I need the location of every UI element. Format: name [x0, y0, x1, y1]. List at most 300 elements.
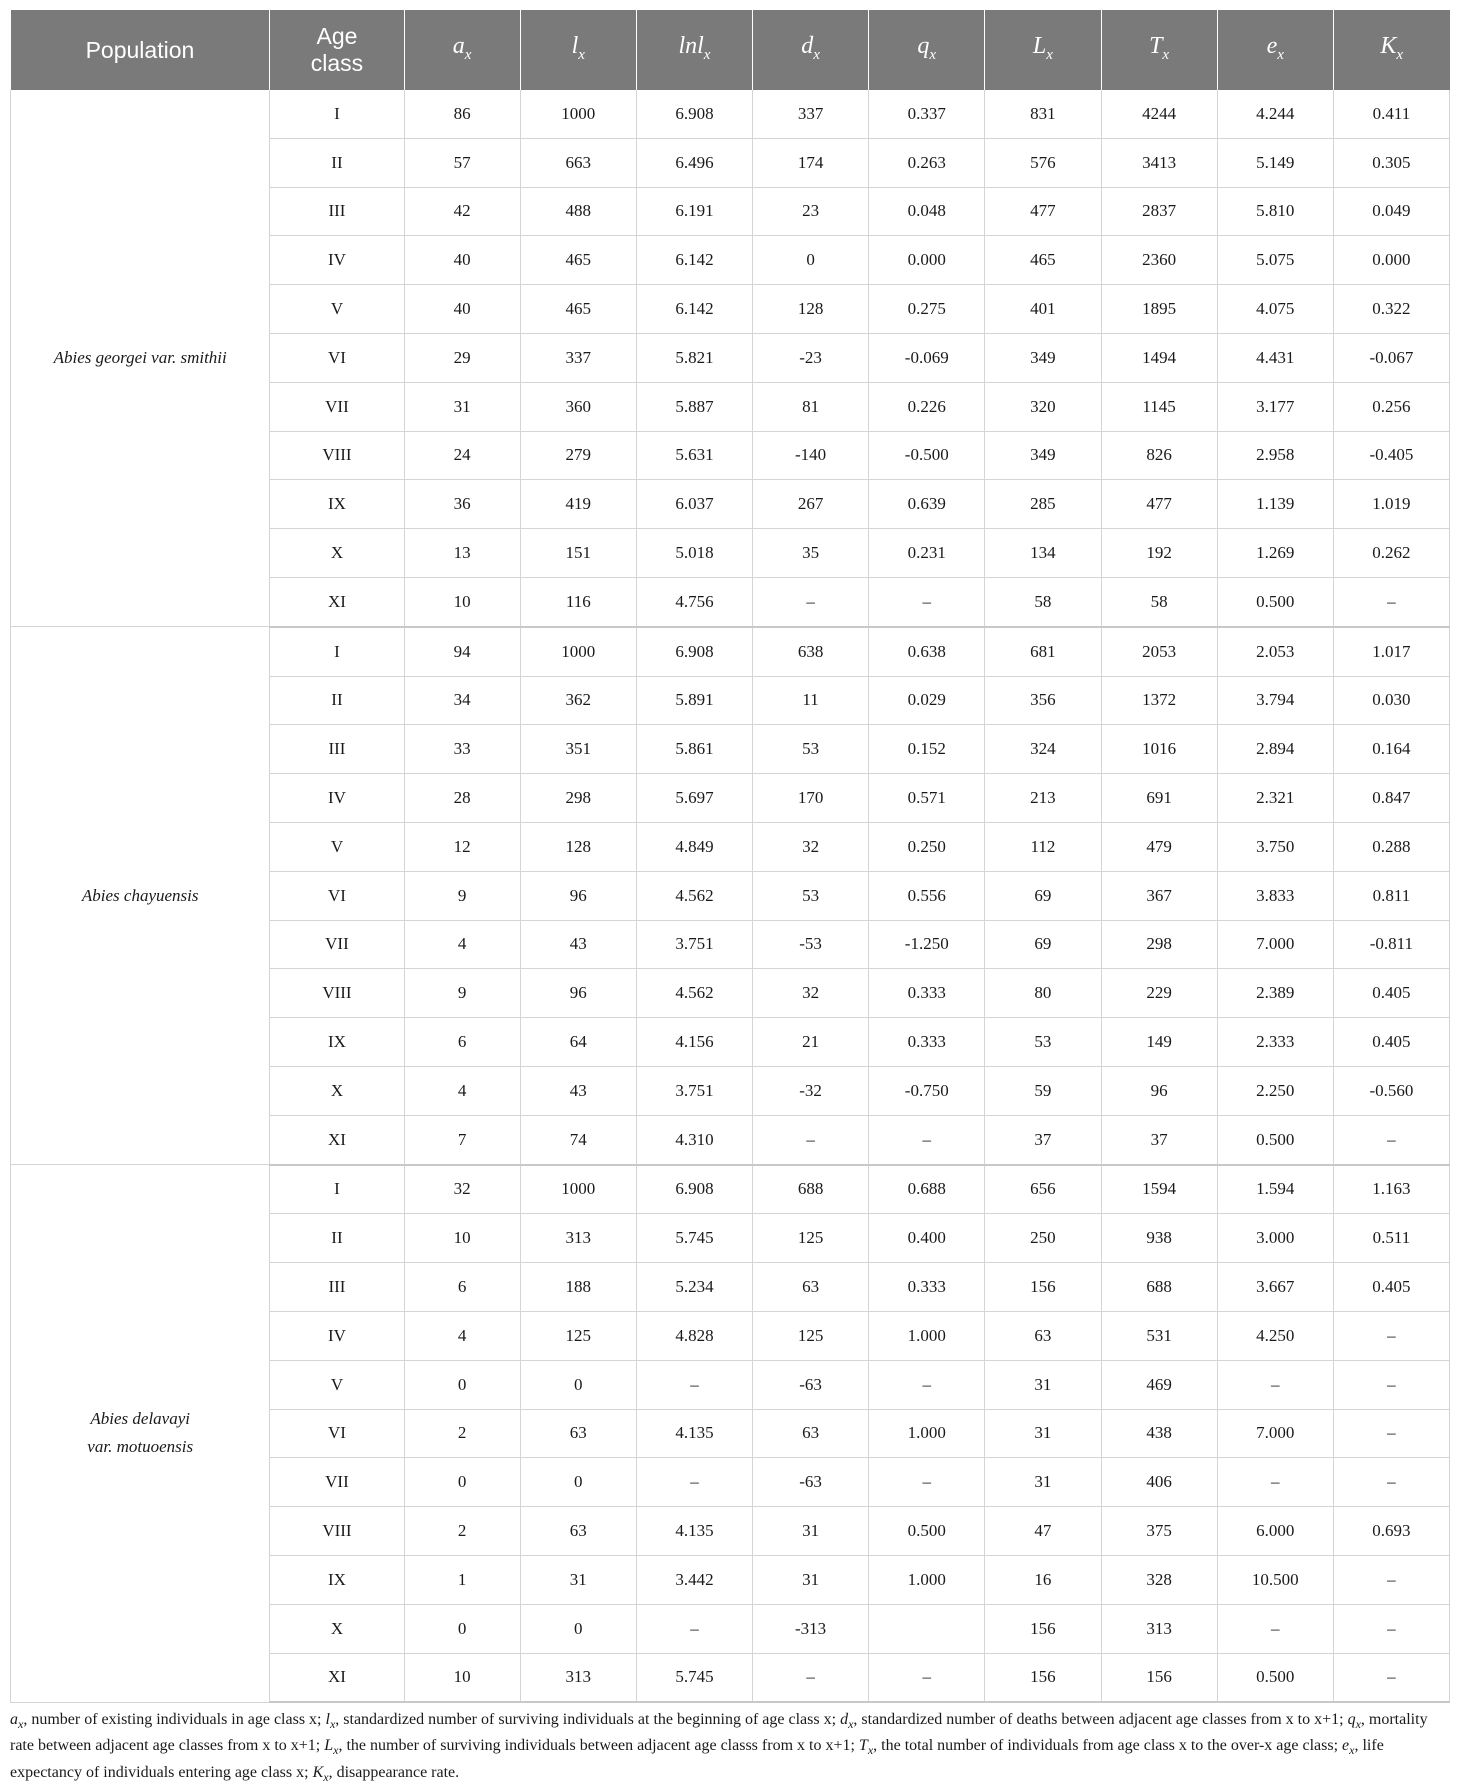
table-cell: – [1333, 1653, 1449, 1702]
table-cell: 47 [985, 1507, 1101, 1556]
table-cell: 80 [985, 969, 1101, 1018]
table-cell: 3.442 [636, 1555, 752, 1604]
age-class-cell: XI [270, 1653, 404, 1702]
table-cell: 4.156 [636, 1018, 752, 1067]
table-cell: 0.000 [1333, 236, 1449, 285]
population-name-line: Abies georgei var. smithii [53, 348, 227, 368]
table-cell: 4.562 [636, 969, 752, 1018]
table-row [11, 90, 1450, 138]
table-cell: 32 [753, 969, 869, 1018]
table-cell: 0.226 [869, 382, 985, 431]
table-cell: 298 [520, 774, 636, 823]
table-cell: – [636, 1604, 752, 1653]
table-cell: 1.163 [1333, 1165, 1449, 1214]
population-name-line: Abies delavayi [90, 1409, 190, 1429]
table-cell: 0.811 [1333, 871, 1449, 920]
table-cell: 4.562 [636, 871, 752, 920]
table-cell: 16 [985, 1555, 1101, 1604]
table-cell: 688 [753, 1165, 869, 1214]
table-cell: 2.250 [1217, 1066, 1333, 1115]
table-cell: 5.821 [636, 333, 752, 382]
table-cell: 43 [520, 920, 636, 969]
table-cell: 0.571 [869, 774, 985, 823]
table-cell: 0.029 [869, 676, 985, 725]
age-class-cell: VI [270, 333, 404, 382]
table-cell: 4.250 [1217, 1311, 1333, 1360]
age-class-cell: XI [270, 1115, 404, 1164]
table-cell: – [753, 1653, 869, 1702]
table-cell: 479 [1101, 822, 1217, 871]
table-cell: -0.500 [869, 431, 985, 480]
table-cell: 0.256 [1333, 382, 1449, 431]
table-cell: 2 [404, 1507, 520, 1556]
table-cell: 1.000 [869, 1555, 985, 1604]
table-cell: 151 [520, 529, 636, 578]
age-class-cell: IV [270, 774, 404, 823]
table-cell: 53 [753, 725, 869, 774]
table-cell: 5.018 [636, 529, 752, 578]
col-header-dx: $d_x$ [753, 10, 869, 90]
table-cell: – [869, 1653, 985, 1702]
table-cell: 0.405 [1333, 1263, 1449, 1312]
table-cell: 4.756 [636, 577, 752, 626]
table-cell: 4.310 [636, 1115, 752, 1164]
table-cell: 320 [985, 382, 1101, 431]
table-cell: 0 [404, 1360, 520, 1409]
table-cell: 32 [753, 822, 869, 871]
footnote-symbol: $K_x$ [312, 1763, 329, 1784]
table-cell: 2053 [1101, 627, 1217, 676]
table-cell: 5.887 [636, 382, 752, 431]
table-cell: 13 [404, 529, 520, 578]
table-cell: 6.496 [636, 138, 752, 187]
population-name [11, 627, 270, 1165]
col-header-age-class: Age class [270, 10, 404, 90]
table-cell: 1016 [1101, 725, 1217, 774]
age-class-cell: II [270, 676, 404, 725]
table-cell: 4.135 [636, 1507, 752, 1556]
table-cell: 6.908 [636, 90, 752, 138]
age-class-cell: X [270, 529, 404, 578]
table-cell: 0.333 [869, 1018, 985, 1067]
table-cell: 2.333 [1217, 1018, 1333, 1067]
age-class-cell: VII [270, 1458, 404, 1507]
table-cell: 33 [404, 725, 520, 774]
table-cell: – [1333, 1555, 1449, 1604]
table-cell: 1.139 [1217, 480, 1333, 529]
age-class-cell: V [270, 822, 404, 871]
table-cell: 192 [1101, 529, 1217, 578]
table-cell: -32 [753, 1066, 869, 1115]
table-cell: 0.400 [869, 1214, 985, 1263]
table-cell: 1372 [1101, 676, 1217, 725]
table-cell: 2.894 [1217, 725, 1333, 774]
table-cell: 213 [985, 774, 1101, 823]
table-cell: 5.149 [1217, 138, 1333, 187]
table-cell: 2.389 [1217, 969, 1333, 1018]
table-cell: 0 [404, 1604, 520, 1653]
age-class-cell: X [270, 1604, 404, 1653]
table-cell: 58 [985, 577, 1101, 626]
table-cell: 0.000 [869, 236, 985, 285]
table-cell: 6.142 [636, 285, 752, 334]
table-cell: 656 [985, 1165, 1101, 1214]
age-class-cell: I [270, 90, 404, 138]
table-cell: 23 [753, 187, 869, 236]
table-cell: 638 [753, 627, 869, 676]
age-class-cell: VII [270, 920, 404, 969]
table-cell: 0.688 [869, 1165, 985, 1214]
table-cell: 1000 [520, 1165, 636, 1214]
table-cell: 5.234 [636, 1263, 752, 1312]
age-class-cell: I [270, 1165, 404, 1214]
table-cell: -140 [753, 431, 869, 480]
age-class-cell: VI [270, 1409, 404, 1458]
table-cell: 36 [404, 480, 520, 529]
table-cell: – [1217, 1360, 1333, 1409]
table-cell: 4 [404, 1066, 520, 1115]
table-cell: 156 [985, 1653, 1101, 1702]
table-cell: – [1333, 1604, 1449, 1653]
table-cell: 31 [404, 382, 520, 431]
table-cell: 7.000 [1217, 1409, 1333, 1458]
age-class-cell: III [270, 725, 404, 774]
table-cell: 5.631 [636, 431, 752, 480]
table-cell: 938 [1101, 1214, 1217, 1263]
table-cell: 5.891 [636, 676, 752, 725]
table-cell: 0.262 [1333, 529, 1449, 578]
table-cell: 0.500 [869, 1507, 985, 1556]
table-cell: 69 [985, 871, 1101, 920]
table-cell: 4.828 [636, 1311, 752, 1360]
age-class-cell: X [270, 1066, 404, 1115]
table-cell: – [1333, 577, 1449, 626]
table-cell: 7 [404, 1115, 520, 1164]
table-cell: 362 [520, 676, 636, 725]
table-cell: 0 [404, 1458, 520, 1507]
table-cell: 4244 [1101, 90, 1217, 138]
table-cell: 250 [985, 1214, 1101, 1263]
table-cell: -0.750 [869, 1066, 985, 1115]
table-cell: 4.135 [636, 1409, 752, 1458]
table-cell: 94 [404, 627, 520, 676]
table-cell: – [869, 1458, 985, 1507]
table-cell: 0.275 [869, 285, 985, 334]
table-cell: 58 [1101, 577, 1217, 626]
table-cell: 0.305 [1333, 138, 1449, 187]
table-cell: 6.000 [1217, 1507, 1333, 1556]
table-cell: 37 [1101, 1115, 1217, 1164]
table-cell: 0.500 [1217, 1653, 1333, 1702]
table-cell: 5.861 [636, 725, 752, 774]
table-cell: 337 [520, 333, 636, 382]
table-cell: 0.333 [869, 969, 985, 1018]
table-cell: 5.745 [636, 1214, 752, 1263]
table-cell: 6 [404, 1018, 520, 1067]
footnote-text: , mortality rate between adjacent age classes from x to x+1; [10, 1711, 1428, 1755]
table-cell: 465 [520, 236, 636, 285]
table-body [11, 90, 1450, 1702]
footnote-text: , disappearance rate. [328, 1763, 460, 1781]
population-name [11, 1165, 270, 1703]
table-cell: 40 [404, 285, 520, 334]
table-cell: 267 [753, 480, 869, 529]
age-class-cell: IX [270, 480, 404, 529]
col-header-Kx: $K_x$ [1333, 10, 1449, 90]
table-cell: 477 [985, 187, 1101, 236]
table-cell: 5.745 [636, 1653, 752, 1702]
table-cell: 1.017 [1333, 627, 1449, 676]
table-cell: 531 [1101, 1311, 1217, 1360]
table-cell: 31 [985, 1360, 1101, 1409]
table-cell: 63 [520, 1507, 636, 1556]
table-cell: – [636, 1360, 752, 1409]
age-class-cell: IX [270, 1018, 404, 1067]
table-cell: 96 [520, 871, 636, 920]
table-cell: 0 [753, 236, 869, 285]
table-cell: 1.269 [1217, 529, 1333, 578]
table-cell: 43 [520, 1066, 636, 1115]
table-cell: 681 [985, 627, 1101, 676]
table-cell: 1 [404, 1555, 520, 1604]
table-cell: -63 [753, 1360, 869, 1409]
age-class-cell: XI [270, 577, 404, 626]
table-cell: 0.164 [1333, 725, 1449, 774]
table-cell: 0 [520, 1458, 636, 1507]
table-cell: 134 [985, 529, 1101, 578]
age-class-cell: IV [270, 236, 404, 285]
table-cell: 6.142 [636, 236, 752, 285]
table-cell: 42 [404, 187, 520, 236]
table-row [11, 627, 1450, 676]
table-cell: 0.411 [1333, 90, 1449, 138]
table-cell: 0.250 [869, 822, 985, 871]
footnote-symbol: $d_x$ [840, 1711, 854, 1732]
table-cell: – [869, 577, 985, 626]
life-table [10, 10, 1450, 1703]
table-cell: – [1333, 1311, 1449, 1360]
table-cell: -313 [753, 1604, 869, 1653]
table-cell: 4 [404, 1311, 520, 1360]
footnote-text: , number of existing individuals in age class x; [23, 1711, 326, 1729]
table-cell: 465 [520, 285, 636, 334]
col-header-lx: $l_x$ [520, 10, 636, 90]
table-cell: 406 [1101, 1458, 1217, 1507]
age-class-cell: VIII [270, 969, 404, 1018]
table-cell: 125 [520, 1311, 636, 1360]
table-cell: 2.053 [1217, 627, 1333, 676]
table-cell: 7.000 [1217, 920, 1333, 969]
footnote-text: , standardized number of deaths between adjacent age classes from x to x+1; [853, 1711, 1348, 1729]
table-cell: 112 [985, 822, 1101, 871]
table-cell: 188 [520, 1263, 636, 1312]
table-cell: 156 [985, 1263, 1101, 1312]
table-cell: 1.019 [1333, 480, 1449, 529]
table-cell: 349 [985, 431, 1101, 480]
table-cell: 1.000 [869, 1311, 985, 1360]
col-header-lnlx: lnl$_x$ [636, 10, 752, 90]
table-cell: 438 [1101, 1409, 1217, 1458]
col-header-ex: $e_x$ [1217, 10, 1333, 90]
table-cell: – [1333, 1115, 1449, 1164]
table-cell: 324 [985, 725, 1101, 774]
population-name-line: var. motuoensis [87, 1437, 194, 1457]
table-cell: 356 [985, 676, 1101, 725]
table-cell: 96 [1101, 1066, 1217, 1115]
table-cell: 2.321 [1217, 774, 1333, 823]
table-cell: 63 [753, 1409, 869, 1458]
table-cell: 0.048 [869, 187, 985, 236]
table-cell: – [869, 1115, 985, 1164]
age-class-cell: V [270, 285, 404, 334]
table-cell: 6.191 [636, 187, 752, 236]
table-row [11, 1165, 1450, 1214]
table-cell: 174 [753, 138, 869, 187]
age-class-cell: II [270, 1214, 404, 1263]
table-cell: – [1217, 1604, 1333, 1653]
table-cell: 3.794 [1217, 676, 1333, 725]
footnote-symbol: $q_x$ [1347, 1711, 1361, 1732]
table-cell: 285 [985, 480, 1101, 529]
table-footnote [10, 1709, 1450, 1788]
table-cell: 156 [985, 1604, 1101, 1653]
table-cell: 0.847 [1333, 774, 1449, 823]
table-cell: 81 [753, 382, 869, 431]
table-cell: 465 [985, 236, 1101, 285]
table-cell: 298 [1101, 920, 1217, 969]
table-cell: 9 [404, 969, 520, 1018]
table-cell: 0.638 [869, 627, 985, 676]
table-cell: -0.067 [1333, 333, 1449, 382]
table-cell: 0.556 [869, 871, 985, 920]
table-cell: 6.908 [636, 1165, 752, 1214]
table-cell: 128 [520, 822, 636, 871]
table-cell: 31 [520, 1555, 636, 1604]
col-header-ax: $a_x$ [404, 10, 520, 90]
table-cell: 0.049 [1333, 187, 1449, 236]
table-cell: 63 [520, 1409, 636, 1458]
life-table-figure [10, 10, 1450, 1788]
table-cell: 0.288 [1333, 822, 1449, 871]
table-cell: 279 [520, 431, 636, 480]
table-cell: 313 [1101, 1604, 1217, 1653]
col-header-qx: $q_x$ [869, 10, 985, 90]
table-cell: 125 [753, 1311, 869, 1360]
table-cell: 826 [1101, 431, 1217, 480]
table-cell: 31 [985, 1458, 1101, 1507]
table-cell: 31 [985, 1409, 1101, 1458]
table-cell: 0.152 [869, 725, 985, 774]
age-class-cell: VI [270, 871, 404, 920]
table-cell: 63 [753, 1263, 869, 1312]
table-cell: -0.811 [1333, 920, 1449, 969]
table-cell: 2837 [1101, 187, 1217, 236]
table-cell: 28 [404, 774, 520, 823]
table-cell: 5.810 [1217, 187, 1333, 236]
table-cell: 469 [1101, 1360, 1217, 1409]
table-cell: -0.405 [1333, 431, 1449, 480]
table-cell: 0.263 [869, 138, 985, 187]
table-cell: 6 [404, 1263, 520, 1312]
table-cell: 1.594 [1217, 1165, 1333, 1214]
population-name [11, 90, 270, 627]
table-cell: 156 [1101, 1653, 1217, 1702]
table-cell: 64 [520, 1018, 636, 1067]
table-cell: 401 [985, 285, 1101, 334]
table-cell: 4 [404, 920, 520, 969]
table-cell: 313 [520, 1214, 636, 1263]
table-cell: 349 [985, 333, 1101, 382]
table-cell: 59 [985, 1066, 1101, 1115]
table-cell: 10 [404, 577, 520, 626]
footnote-text: , standardized number of surviving individuals at the beginning of age class x; [335, 1711, 841, 1729]
table-cell: 0.030 [1333, 676, 1449, 725]
footnote-symbol: $l_x$ [325, 1711, 336, 1732]
table-cell: 74 [520, 1115, 636, 1164]
table-cell: 688 [1101, 1263, 1217, 1312]
footnote-text: , the total number of individuals from age class x to the over-x age class; [873, 1737, 1343, 1755]
col-header-Lx: $L_x$ [985, 10, 1101, 90]
table-cell: 3.833 [1217, 871, 1333, 920]
table-cell: -63 [753, 1458, 869, 1507]
table-cell: – [1333, 1409, 1449, 1458]
table-cell: 1.000 [869, 1409, 985, 1458]
col-header-population: Population [11, 10, 270, 90]
table-cell: 328 [1101, 1555, 1217, 1604]
table-cell: 125 [753, 1214, 869, 1263]
table-cell: -23 [753, 333, 869, 382]
footnote-symbol: $a_x$ [10, 1711, 24, 1732]
table-cell: 4.849 [636, 822, 752, 871]
table-cell: 0.405 [1333, 1018, 1449, 1067]
table-cell: 229 [1101, 969, 1217, 1018]
age-class-cell: VII [270, 382, 404, 431]
table-cell: 170 [753, 774, 869, 823]
table-cell: 691 [1101, 774, 1217, 823]
age-class-cell: VIII [270, 1507, 404, 1556]
table-cell: 576 [985, 138, 1101, 187]
table-cell: 313 [520, 1653, 636, 1702]
table-cell: 35 [753, 529, 869, 578]
table-cell: 40 [404, 236, 520, 285]
table-cell: 24 [404, 431, 520, 480]
table-cell: 1594 [1101, 1165, 1217, 1214]
age-class-cell: II [270, 138, 404, 187]
table-cell: 0 [520, 1604, 636, 1653]
table-cell: 360 [520, 382, 636, 431]
table-cell: 53 [753, 871, 869, 920]
age-class-cell: III [270, 187, 404, 236]
table-cell: 419 [520, 480, 636, 529]
table-cell: 1895 [1101, 285, 1217, 334]
table-cell: – [1217, 1458, 1333, 1507]
col-header-Tx: $T_x$ [1101, 10, 1217, 90]
table-cell: 375 [1101, 1507, 1217, 1556]
table-cell: 2 [404, 1409, 520, 1458]
table-cell: 69 [985, 920, 1101, 969]
table-cell: 37 [985, 1115, 1101, 1164]
table-cell: -53 [753, 920, 869, 969]
table-cell: 367 [1101, 871, 1217, 920]
table-cell: 11 [753, 676, 869, 725]
table-cell: 86 [404, 90, 520, 138]
table-header [11, 10, 1450, 90]
table-cell: 337 [753, 90, 869, 138]
age-class-cell: V [270, 1360, 404, 1409]
table-cell: 29 [404, 333, 520, 382]
table-cell: 0.231 [869, 529, 985, 578]
table-cell: 32 [404, 1165, 520, 1214]
